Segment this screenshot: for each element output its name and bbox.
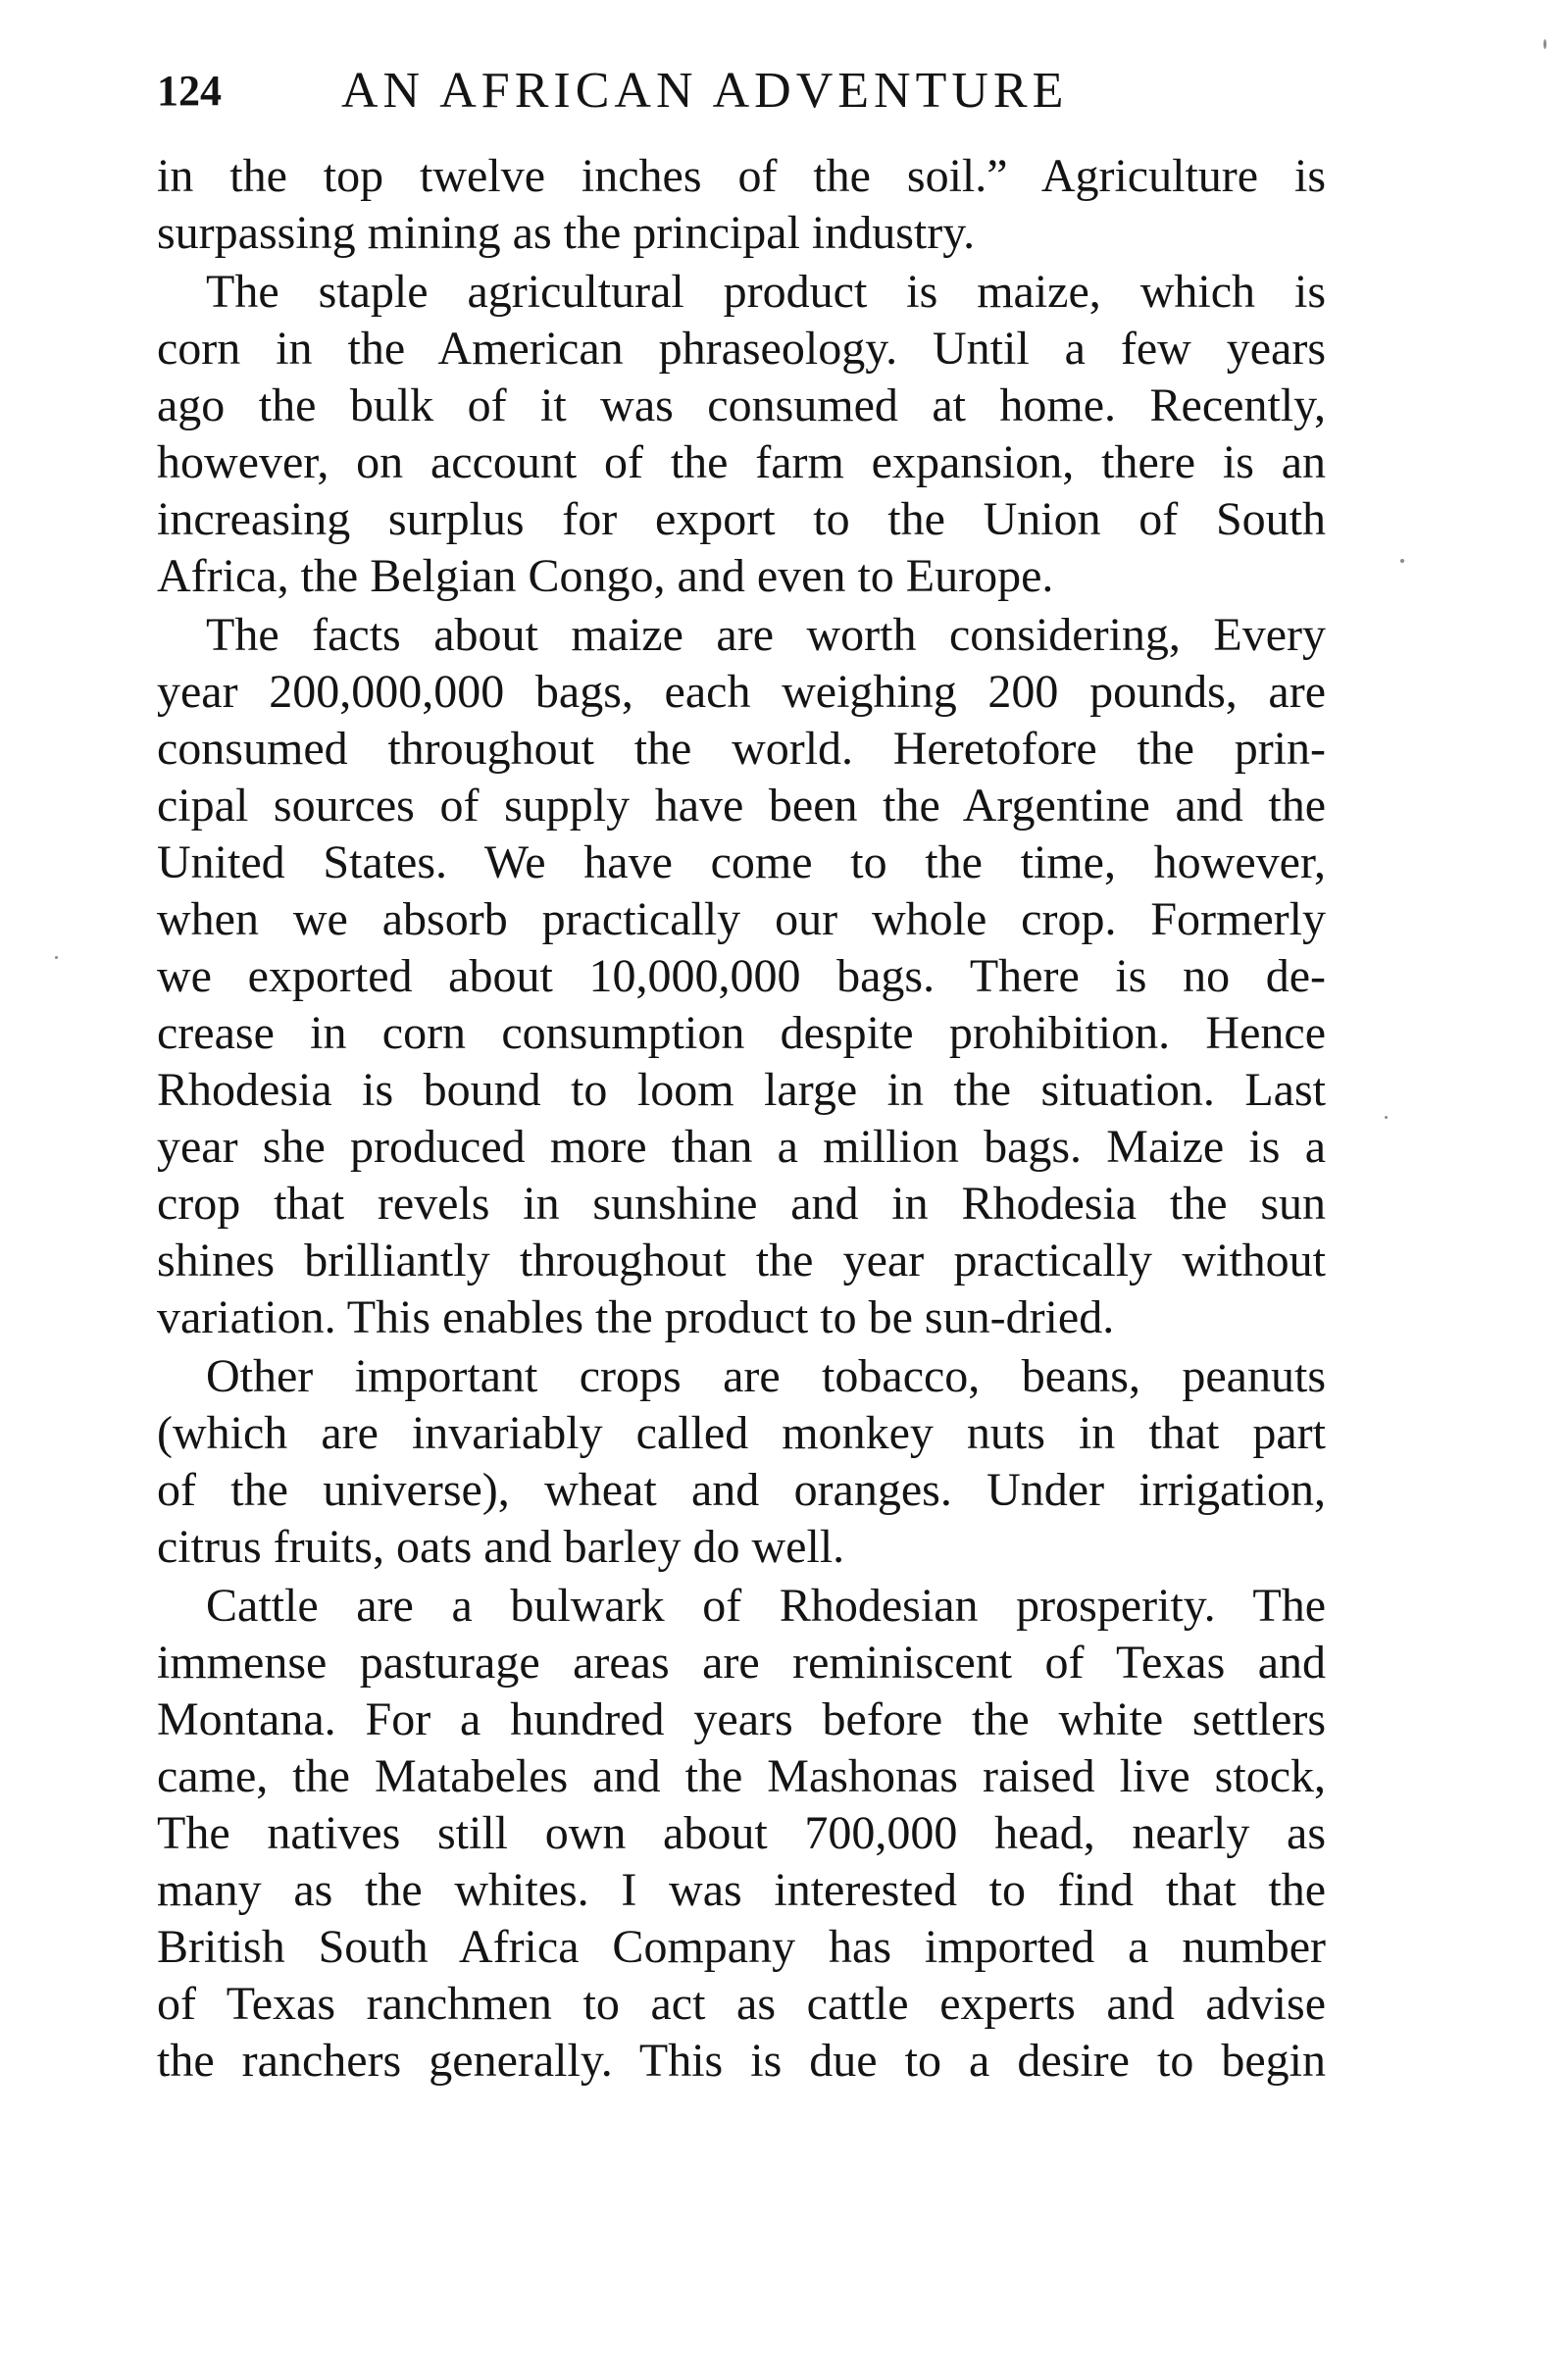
text-line: (which are invariably called monkey nuts in that part [157,1407,1326,1459]
text-line: The natives still own about 700,000 head, nearly as [157,1807,1326,1859]
text-line: Cattle are a bulwark of Rhodesian prosperity. The [206,1580,1326,1632]
scan-speck [1543,39,1546,49]
text-line: year 200,000,000 bags, each weighing 200 pounds, are [157,666,1326,718]
text-line: in the top twelve inches of the soil.” Agriculture is [157,150,1326,202]
text-line: many as the whites. I was interested to find that the [157,1864,1326,1916]
text-line: crease in corn consumption despite prohibition. Hence [157,1007,1326,1059]
text-line: year she produced more than a million bags. Maize is a [157,1121,1326,1173]
text-line: however, on account of the farm expansion, there is an [157,436,1326,488]
text-line: the ranchers generally. This is due to a desire to begin [157,2035,1326,2087]
text-line: crop that revels in sunshine and in Rhodesia the sun [157,1178,1326,1230]
scan-speck [55,956,58,959]
text-line: when we absorb practically our whole crop. Formerly [157,893,1326,945]
text-line: Other important crops are tobacco, beans, peanuts [206,1350,1326,1402]
text-line: shines brilliantly throughout the year practically without [157,1235,1326,1286]
text-line: The facts about maize are worth considering, Every [206,609,1326,661]
text-line: of Texas ranchmen to act as cattle experts and advise [157,1978,1326,2030]
text-line: immense pasturage areas are reminiscent of Texas and [157,1637,1326,1689]
text-line: ago the bulk of it was consumed at home. Recently, [157,379,1326,431]
text-line: British South Africa Company has imported a number [157,1921,1326,1973]
text-line: variation. This enables the product to be sun-dried. [157,1291,1115,1343]
scan-speck [1400,559,1404,563]
text-line: of the universe), wheat and oranges. Under irrigation, [157,1464,1326,1516]
page-number: 124 [157,67,222,115]
text-line: came, the Matabeles and the Mashonas raised live stock, [157,1750,1326,1802]
text-line: increasing surplus for export to the Union of South [157,493,1326,545]
text-line: cipal sources of supply have been the Argentine and the [157,780,1326,832]
text-line: Africa, the Belgian Congo, and even to Europe. [157,550,1054,602]
text-line: citrus fruits, oats and barley do well. [157,1521,845,1573]
text-line: surpassing mining as the principal industry. [157,207,976,259]
text-line: Rhodesia is bound to loom large in the situation. Last [157,1064,1326,1116]
running-title: AN AFRICAN ADVENTURE [341,63,1069,119]
text-line: United States. We have come to the time, however, [157,836,1326,888]
text-line: consumed throughout the world. Heretofore the prin- [157,723,1326,775]
running-header [157,57,1334,126]
text-line: corn in the American phraseology. Until a few years [157,323,1326,375]
text-line: The staple agricultural product is maize, which is [206,266,1326,318]
text-line: we exported about 10,000,000 bags. There is no de- [157,950,1326,1002]
text-line: Montana. For a hundred years before the white settlers [157,1693,1326,1745]
scan-speck [1385,1116,1388,1119]
